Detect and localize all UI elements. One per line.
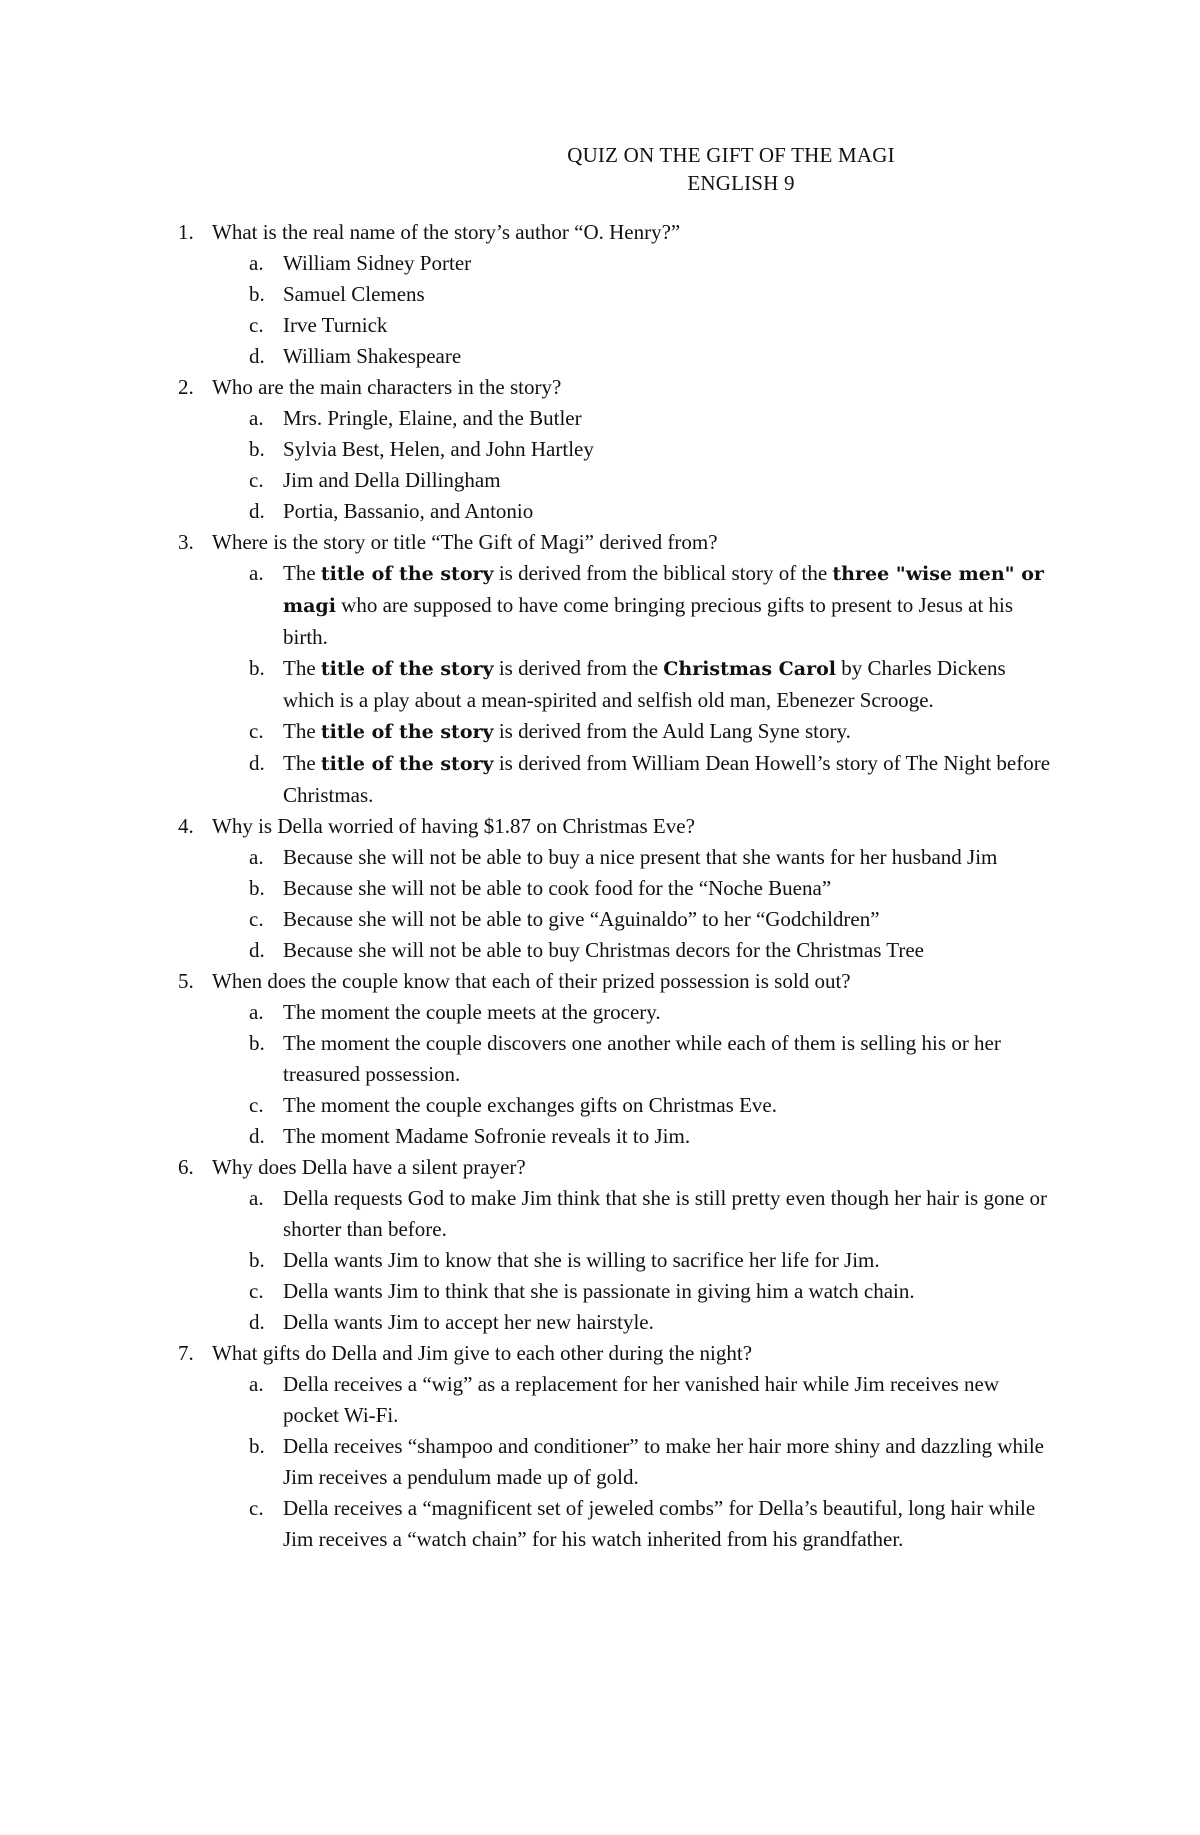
question-1 — [178, 217, 1060, 248]
option-text — [283, 1186, 1047, 1241]
answer-option — [249, 1183, 1060, 1245]
question-3 — [178, 527, 1060, 558]
option-text — [283, 876, 831, 900]
option-letter: b. — [249, 656, 265, 680]
answer-option — [249, 748, 1060, 811]
option-text — [283, 251, 471, 275]
bold-text: title of the story — [320, 563, 494, 585]
question-text: Where is the story or title “The Gift of Magi” derived from? — [212, 530, 718, 554]
text-segment: by Charles Dickens which is a play about a mean-spirited and selfish old man, Ebenezer Scrooge. — [283, 656, 1006, 712]
option-letter: c. — [249, 1279, 264, 1303]
text-segment: Della requests God to make Jim think that she is still pretty even though her hair is gone or shorter than before. — [283, 1186, 1048, 1241]
option-letter: a. — [249, 1186, 264, 1210]
answer-option — [249, 1245, 1060, 1276]
option-letter: d. — [249, 344, 265, 368]
answer-option — [249, 904, 1060, 935]
option-text — [283, 1248, 880, 1272]
option-letter: d. — [249, 1310, 265, 1334]
text-segment: Because she will not be able to cook food for the “Noche Buena” — [283, 876, 832, 900]
bold-text: Christmas Carol — [663, 658, 836, 680]
option-text — [283, 1000, 661, 1024]
answer-option — [249, 403, 1060, 434]
text-segment: Della receives “shampoo and conditioner” to make her hair more shiny and dazzling while Jim receives a pendulum made up of gold. — [283, 1434, 1044, 1489]
question-text: Why is Della worried of having $1.87 on Christmas Eve? — [212, 814, 695, 838]
text-segment: Portia, Bassanio, and Antonio — [283, 499, 534, 523]
text-segment: Della wants Jim to accept her new hairstyle. — [283, 1310, 654, 1334]
text-segment: The — [283, 719, 321, 743]
text-segment: Sylvia Best, Helen, and John Hartley — [283, 437, 594, 461]
question-number: 7. — [178, 1341, 194, 1365]
option-letter: b. — [249, 1434, 265, 1458]
option-letter: c. — [249, 907, 264, 931]
answer-option — [249, 1307, 1060, 1338]
answer-option — [249, 842, 1060, 873]
option-letter: c. — [249, 719, 264, 743]
option-text — [283, 751, 1050, 807]
answer-option — [249, 1276, 1060, 1307]
option-letter: d. — [249, 751, 265, 775]
option-text — [283, 499, 533, 523]
bold-text: title of the story — [320, 721, 494, 743]
question-text: Why does Della have a silent prayer? — [212, 1155, 526, 1179]
option-letter: a. — [249, 406, 264, 430]
option-text — [283, 313, 387, 337]
question-5 — [178, 966, 1060, 997]
option-letter: a. — [249, 561, 264, 585]
answer-option — [249, 1090, 1060, 1121]
question-2 — [178, 372, 1060, 403]
option-text — [283, 1124, 690, 1148]
bold-text: title of the story — [320, 753, 494, 775]
text-segment: Mrs. Pringle, Elaine, and the Butler — [283, 406, 582, 430]
answer-option — [249, 1493, 1060, 1555]
answer-option — [249, 248, 1060, 279]
option-text — [283, 1279, 915, 1303]
text-segment: The moment the couple meets at the grocery. — [283, 1000, 661, 1024]
option-letter: b. — [249, 1031, 265, 1055]
option-text — [283, 907, 880, 931]
text-segment: is derived from the biblical story of the — [493, 561, 833, 585]
answer-option — [249, 1431, 1060, 1493]
answer-options — [249, 1183, 1060, 1338]
text-segment: The — [283, 751, 321, 775]
bold-text: three "wise men" or magi — [283, 563, 1044, 617]
question-number: 3. — [178, 530, 194, 554]
bold-text: title of the story — [320, 658, 494, 680]
answer-option — [249, 873, 1060, 904]
answer-options — [249, 842, 1060, 966]
question-number: 1. — [178, 220, 194, 244]
quiz-questions — [178, 217, 1060, 1555]
text-segment: Because she will not be able to buy Christmas decors for the Christmas Tree — [283, 938, 924, 962]
question-number: 6. — [178, 1155, 194, 1179]
answer-option — [249, 653, 1060, 716]
question-text: When does the couple know that each of their prized possession is sold out? — [212, 969, 851, 993]
answer-option — [249, 997, 1060, 1028]
text-segment: Because she will not be able to give “Aguinaldo” to her “Godchildren” — [283, 907, 880, 931]
answer-option — [249, 558, 1060, 653]
option-text — [283, 282, 425, 306]
answer-option — [249, 1121, 1060, 1152]
answer-option — [249, 1369, 1060, 1431]
option-text — [283, 845, 997, 869]
answer-option — [249, 279, 1060, 310]
option-text — [283, 344, 461, 368]
text-segment: Because she will not be able to buy a nice present that she wants for her husband Jim — [283, 845, 998, 869]
option-letter: b. — [249, 1248, 265, 1272]
option-letter: c. — [249, 1093, 264, 1117]
option-letter: b. — [249, 282, 265, 306]
option-text — [283, 561, 1044, 649]
text-segment: The moment Madame Sofronie reveals it to Jim. — [283, 1124, 691, 1148]
option-text — [283, 406, 582, 430]
question-4 — [178, 811, 1060, 842]
text-segment: The — [283, 656, 321, 680]
question-number: 5. — [178, 969, 194, 993]
option-text — [283, 1496, 1035, 1551]
option-text — [283, 1031, 1001, 1086]
option-text — [283, 1434, 1044, 1489]
option-letter: d. — [249, 938, 265, 962]
text-segment: Della receives a “wig” as a replacement for her vanished hair while Jim receives new pocket Wi-Fi. — [283, 1372, 999, 1427]
text-segment: The — [283, 561, 321, 585]
answer-option — [249, 434, 1060, 465]
text-segment: Samuel Clemens — [283, 282, 425, 306]
option-letter: d. — [249, 1124, 265, 1148]
text-segment: is derived from the — [493, 656, 664, 680]
option-letter: b. — [249, 437, 265, 461]
answer-options — [249, 1369, 1060, 1555]
text-segment: Della wants Jim to think that she is passionate in giving him a watch chain. — [283, 1279, 915, 1303]
answer-option — [249, 310, 1060, 341]
question-number: 2. — [178, 375, 194, 399]
answer-options — [249, 558, 1060, 811]
answer-option — [249, 716, 1060, 748]
text-segment: is derived from William Dean Howell’s story of The Night before Christmas. — [283, 751, 1051, 807]
text-segment: William Shakespeare — [283, 344, 462, 368]
quiz-title-block — [381, 141, 1081, 197]
quiz-title: QUIZ ON THE GIFT OF THE MAGI — [567, 143, 895, 167]
option-letter: c. — [249, 1496, 264, 1520]
quiz-subtitle: ENGLISH 9 — [687, 171, 795, 195]
question-number: 4. — [178, 814, 194, 838]
text-segment: Della receives a “magnificent set of jeweled combs” for Della’s beautiful, long hair while Jim receives a “watch chain” for his watch inherited from his grandfather. — [283, 1496, 1036, 1551]
option-text — [283, 656, 1006, 712]
text-segment: Della wants Jim to know that she is willing to sacrifice her life for Jim. — [283, 1248, 880, 1272]
question-7 — [178, 1338, 1060, 1369]
answer-option — [249, 465, 1060, 496]
text-segment: The moment the couple discovers one another while each of them is selling his or her treasured possession. — [283, 1031, 1001, 1086]
answer-option — [249, 935, 1060, 966]
question-text: What gifts do Della and Jim give to each other during the night? — [212, 1341, 753, 1365]
option-letter: a. — [249, 1000, 264, 1024]
option-text — [283, 1372, 999, 1427]
question-text: What is the real name of the story’s author “O. Henry?” — [212, 220, 681, 244]
option-text — [283, 468, 501, 492]
option-letter: c. — [249, 313, 264, 337]
option-text — [283, 1310, 654, 1334]
answer-options — [249, 403, 1060, 527]
text-segment: is derived from the Auld Lang Syne story. — [493, 719, 851, 743]
text-segment: The moment the couple exchanges gifts on Christmas Eve. — [283, 1093, 777, 1117]
answer-option — [249, 496, 1060, 527]
text-segment: William Sidney Porter — [283, 251, 472, 275]
question-text: Who are the main characters in the story? — [212, 375, 562, 399]
option-letter: a. — [249, 1372, 264, 1396]
text-segment: who are supposed to have come bringing precious gifts to present to Jesus at his birth. — [283, 593, 1014, 649]
option-text — [283, 1093, 777, 1117]
option-text — [283, 938, 924, 962]
text-segment: Jim and Della Dillingham — [283, 468, 501, 492]
option-letter: a. — [249, 845, 264, 869]
text-segment: Irve Turnick — [283, 313, 388, 337]
answer-option — [249, 341, 1060, 372]
option-letter: a. — [249, 251, 264, 275]
option-letter: b. — [249, 876, 265, 900]
answer-options — [249, 997, 1060, 1152]
option-letter: d. — [249, 499, 265, 523]
option-text — [283, 437, 594, 461]
option-text — [283, 719, 851, 743]
answer-option — [249, 1028, 1060, 1090]
option-letter: c. — [249, 468, 264, 492]
answer-options — [249, 248, 1060, 372]
question-6 — [178, 1152, 1060, 1183]
